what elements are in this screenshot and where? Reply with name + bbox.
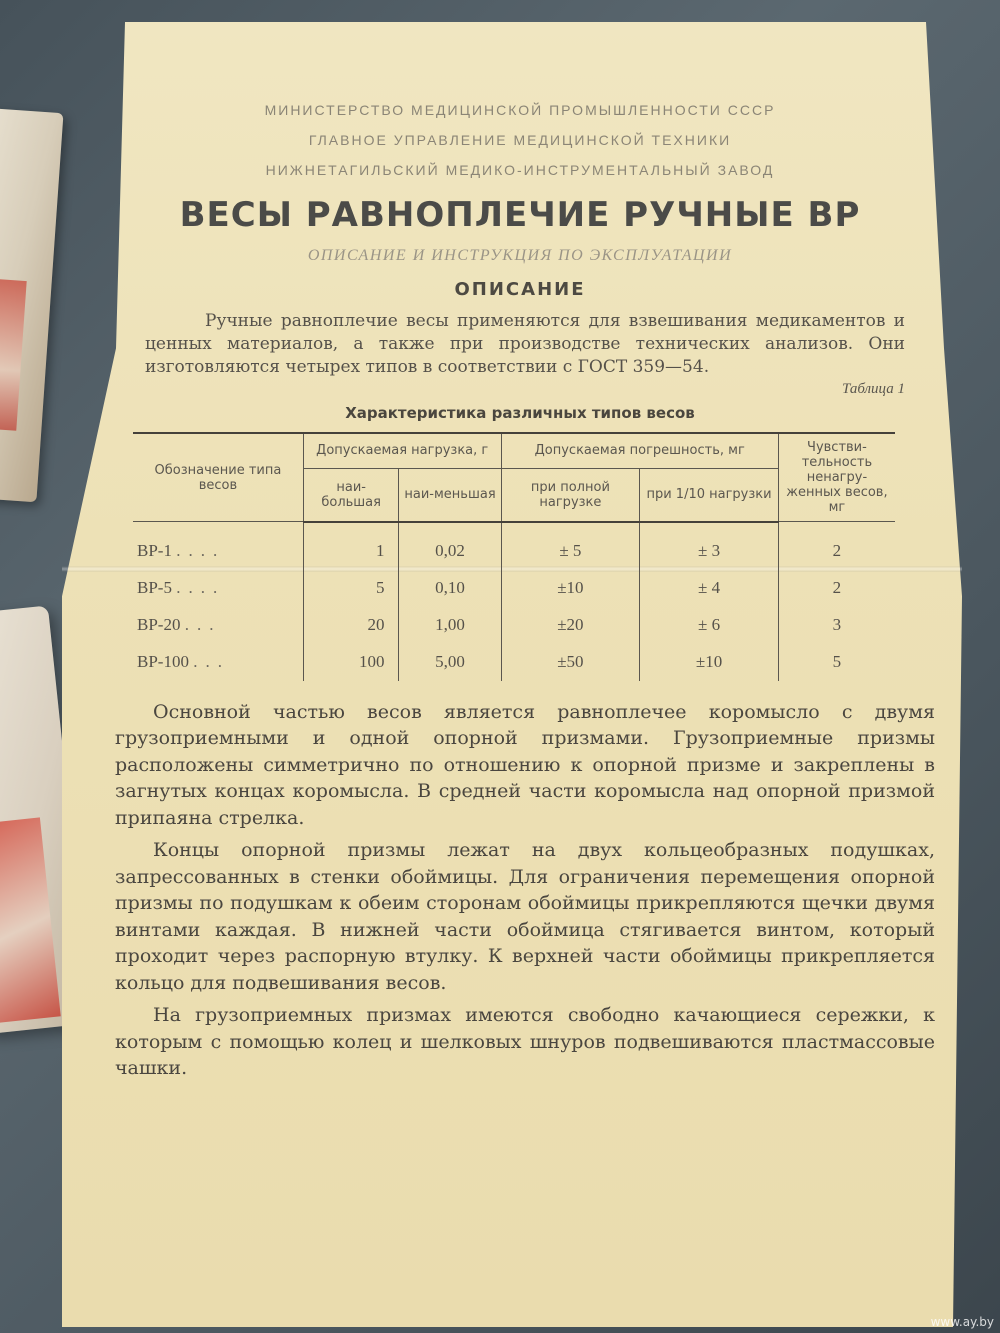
cell-error-full: ±20: [501, 607, 640, 644]
cell-load-min: 0,02: [399, 522, 501, 570]
header-error-full: при полной нагрузке: [501, 468, 640, 521]
cell-error-full: ±10: [501, 570, 640, 607]
header-load-group: Допускаемая нагрузка, г: [303, 433, 501, 468]
cell-error-tenth: ± 4: [640, 570, 779, 607]
table-row: ВР-100 ... 100 5,00 ±50 ±10 5: [133, 644, 895, 681]
cell-sensitivity: 3: [778, 607, 895, 644]
cell-type: ВР-1: [137, 540, 172, 560]
cell-load-max: 1: [303, 522, 399, 570]
header-error-group: Допускаемая погрешность, мг: [501, 433, 778, 468]
cell-load-max: 5: [303, 570, 399, 607]
site-watermark: www.ay.by: [930, 1315, 994, 1329]
table-row: ВР-20 ... 20 1,00 ±20 ± 6 3: [133, 607, 895, 644]
body-paragraph: Основной частью весов является равноплечее коромысло с двумя грузоприемными и одной опорной призмами. Грузоприемные призмы расположены симметрично по отношению к опорной призме и закреплены в загнутых концах коромысла. В средней части коромысла над опорной призмой припаяна стрелка.: [115, 700, 935, 829]
ministry-line-1: МИНИСТЕРСТВО МЕДИЦИНСКОЙ ПРОМЫШЛЕННОСТИ СССР: [264, 102, 776, 118]
body-paragraph: Концы опорной призмы лежат на двух кольцеобразных подушках, запрессованных в стенки обоймицы. Для ограничения перемещения опорной призмы по подушкам к обеим сторонам обоймицы прикрепляются щечки двумя винтами каждая. В нижней части обоймица стягивается винтом, который проходит через распорную втулку. К верхней части обоймицы прикрепляется кольцо для подвешивания весов.: [115, 839, 935, 994]
cell-sensitivity: 2: [778, 522, 895, 570]
document-subtitle: ОПИСАНИЕ И ИНСТРУКЦИЯ ПО ЭКСПЛУАТАЦИИ: [307, 247, 733, 264]
cell-load-max: 100: [303, 644, 399, 681]
cell-sensitivity: 5: [778, 644, 895, 681]
cell-error-full: ±50: [501, 644, 640, 681]
cell-error-tenth: ± 6: [640, 607, 779, 644]
cell-load-min: 5,00: [399, 644, 501, 681]
body-text: [115, 699, 935, 1082]
cell-error-full: ± 5: [501, 522, 640, 570]
body-paragraph: На грузоприемных призмах имеются свободно качающиеся сережки, к которым с помощью колец и шелковых шнуров подвешиваются пластмассовые чашки.: [115, 1004, 935, 1079]
table-row: ВР-1 .... 1 0,02 ± 5 ± 3 2: [133, 522, 895, 570]
cell-type: ВР-20: [137, 615, 181, 634]
cell-error-tenth: ±10: [640, 644, 779, 681]
header-error-tenth: при 1/10 нагрузки: [640, 468, 779, 521]
cell-load-min: 1,00: [399, 607, 501, 644]
cell-load-max: 20: [303, 607, 399, 644]
ministry-line-2: ГЛАВНОЕ УПРАВЛЕНИЕ МЕДИЦИНСКОЙ ТЕХНИКИ: [308, 132, 732, 148]
cell-type: ВР-5: [137, 578, 172, 597]
header-load-max: наи-большая: [303, 468, 399, 521]
header-sensitivity: Чувстви-тельность ненагру-женных весов, мг: [778, 433, 895, 522]
header-designation: Обозначение типа весов: [133, 433, 303, 522]
table-caption: Характеристика различных типов весов: [345, 404, 695, 422]
table-row: ВР-5 .... 5 0,10 ±10 ± 4 2: [133, 570, 895, 607]
cell-type: ВР-100: [137, 652, 189, 671]
header-load-min: наи-меньшая: [399, 468, 501, 521]
table-number-label: Таблица 1: [842, 381, 905, 397]
wrapper-scrap-top: [0, 108, 64, 503]
cell-error-tenth: ± 3: [640, 522, 779, 570]
document-title: ВЕСЫ РАВНОПЛЕЧИЕ РУЧНЫЕ ВР: [179, 195, 861, 235]
intro-paragraph: Ручные равноплечие весы применяются для взвешивания медикаментов и ценных материалов, а также при производстве технических анализов. Они изготовляются четырех типов в соответствии с ГОСТ 359—54.: [145, 311, 905, 377]
section-heading: ОПИСАНИЕ: [454, 279, 586, 300]
sheet-content: [105, 95, 935, 1088]
scale-types-table: [133, 432, 895, 681]
ministry-line-3: НИЖНЕТАГИЛЬСКИЙ МЕДИКО-ИНСТРУМЕНТАЛЬНЫЙ ЗАВОД: [265, 162, 775, 178]
cell-load-min: 0,10: [399, 570, 501, 607]
cell-sensitivity: 2: [778, 570, 895, 607]
